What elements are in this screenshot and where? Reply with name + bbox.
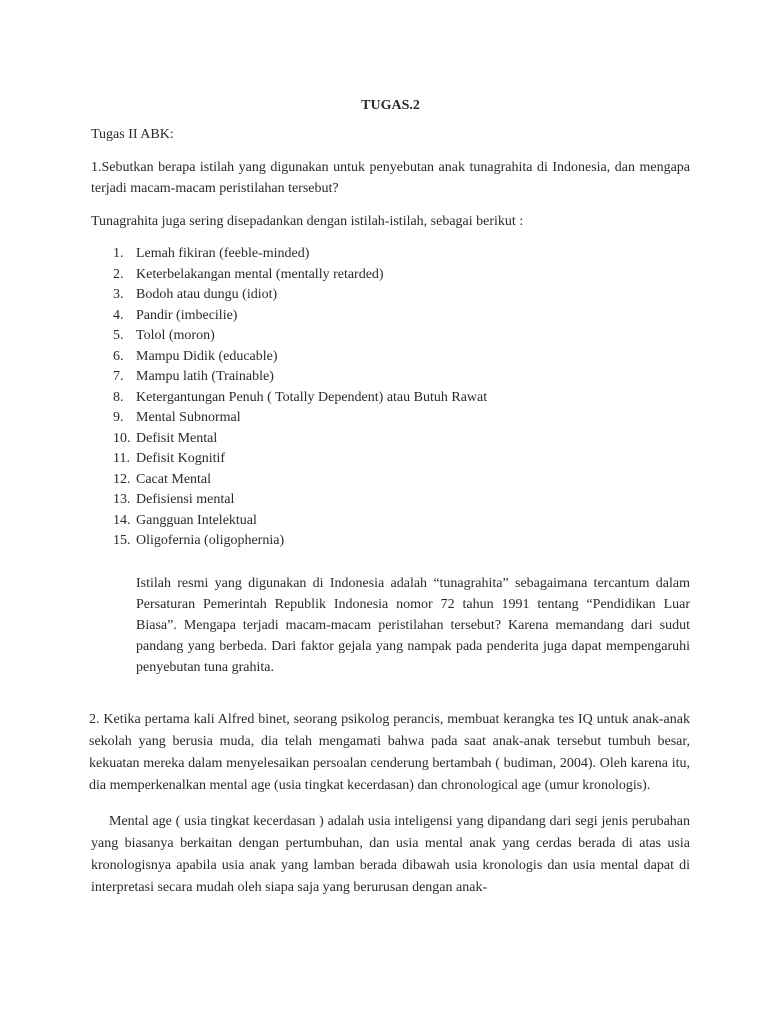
- list-item: [91, 388, 690, 409]
- list-item-number: 4.: [113, 307, 124, 323]
- list-item-text: Ketergantungan Penuh ( Totally Dependent) atau Butuh Rawat: [136, 389, 488, 405]
- intro-line: Tugas II ABK:: [91, 127, 174, 142]
- list-item: [91, 531, 690, 552]
- term-list: [91, 244, 690, 552]
- question-1: 1.Sebutkan berapa istilah yang digunakan untuk penyebutan anak tunagrahita di Indonesia, dan mengapa terjadi macam-macam peristilahan tersebut?: [91, 160, 690, 196]
- list-item-number: 15.: [113, 533, 131, 548]
- list-item-number: 7.: [113, 369, 124, 384]
- list-item: [91, 490, 690, 511]
- list-item-number: 1.: [113, 246, 124, 261]
- list-item-number: 9.: [113, 410, 124, 425]
- list-item-number: 2.: [113, 266, 124, 282]
- list-item-text: Mampu Didik (educable): [136, 348, 278, 364]
- list-item-number: 14.: [113, 512, 131, 528]
- list-item-number: 3.: [113, 287, 124, 302]
- list-item-number: 5.: [113, 328, 124, 343]
- list-item: [91, 306, 690, 327]
- list-item-number: 13.: [113, 492, 131, 507]
- list-item-text: Defisit Kognitif: [136, 451, 226, 466]
- list-item: [91, 285, 690, 306]
- list-item: [91, 470, 690, 491]
- list-item: [91, 367, 690, 388]
- list-item: [91, 347, 690, 368]
- list-item-text: Mental Subnormal: [136, 410, 241, 425]
- list-item-text: Oligofernia (oligophernia): [136, 533, 285, 548]
- list-item-text: Bodoh atau dungu (idiot): [136, 287, 278, 302]
- list-intro: Tunagrahita juga sering disepadankan dengan istilah-istilah, sebagai berikut :: [91, 214, 524, 229]
- answer-1: Istilah resmi yang digunakan di Indonesia adalah “tunagrahita” sebagaimana tercantum dalam Persaturan Pemerintah Republik Indonesia nomor 72 tahun 1991 tentang “Pendidikan Luar Biasa”. Mengapa terjadi macam-macam peristilahan tersebut? Karena memandang dari sudut pandang yang berbeda. Dari faktor gejala yang nampak pada penderita juga dapat mempengaruhi penyebutan tuna grahita.: [136, 575, 690, 675]
- paragraph-mental-age: Mental age ( usia tingkat kecerdasan ) adalah usia inteligensi yang dipandang dari segi jenis perubahan yang biasanya berkaitan dengan pertumbuhan, dan usia mental anak yang cerdas berada di atas usia kronologisnya apabila usia anak yang lamban berada dibawah usia kronologis dan usia mental dapat di interpretasi secara mudah oleh siapa saja yang berurusan dengan anak-: [91, 813, 690, 895]
- list-item-text: Defisit Mental: [136, 430, 218, 446]
- list-item-number: 12.: [113, 471, 131, 487]
- list-item: [91, 449, 690, 470]
- list-item-number: 8.: [113, 389, 124, 405]
- list-item-text: Keterbelakangan mental (mentally retarded): [136, 266, 384, 282]
- list-item-text: Cacat Mental: [136, 471, 212, 487]
- list-item: [91, 511, 690, 532]
- list-item: [91, 265, 690, 286]
- list-item: [91, 408, 690, 429]
- question-2: 2. Ketika pertama kali Alfred binet, seorang psikolog perancis, membuat kerangka tes IQ untuk anak-anak sekolah yang berusia muda, dia telah mengamati bahwa pada saat anak-anak tersebut tumbuh besar, kekuatan mereka dalam menyelesaikan persoalan cenderung bertambah ( budiman, 2004). Oleh karena itu, dia memperkenalkan mental age (usia tingkat kecerdasan) dan chronological age (umur kronologis).: [89, 711, 690, 793]
- list-item-text: Gangguan Intelektual: [136, 512, 257, 528]
- list-item-text: Defisiensi mental: [136, 492, 235, 507]
- list-item-text: Lemah fikiran (feeble-minded): [136, 246, 310, 261]
- list-item-number: 6.: [113, 348, 124, 364]
- list-item-number: 11.: [113, 451, 130, 466]
- list-item: [91, 429, 690, 450]
- page-title: TUGAS.2: [361, 98, 420, 113]
- list-item: [91, 326, 690, 347]
- list-item-text: Pandir (imbecilie): [136, 307, 238, 323]
- list-item-text: Mampu latih (Trainable): [136, 369, 274, 384]
- list-item: [91, 244, 690, 265]
- list-item-number: 10.: [113, 430, 131, 446]
- list-item-text: Tolol (moron): [136, 328, 215, 343]
